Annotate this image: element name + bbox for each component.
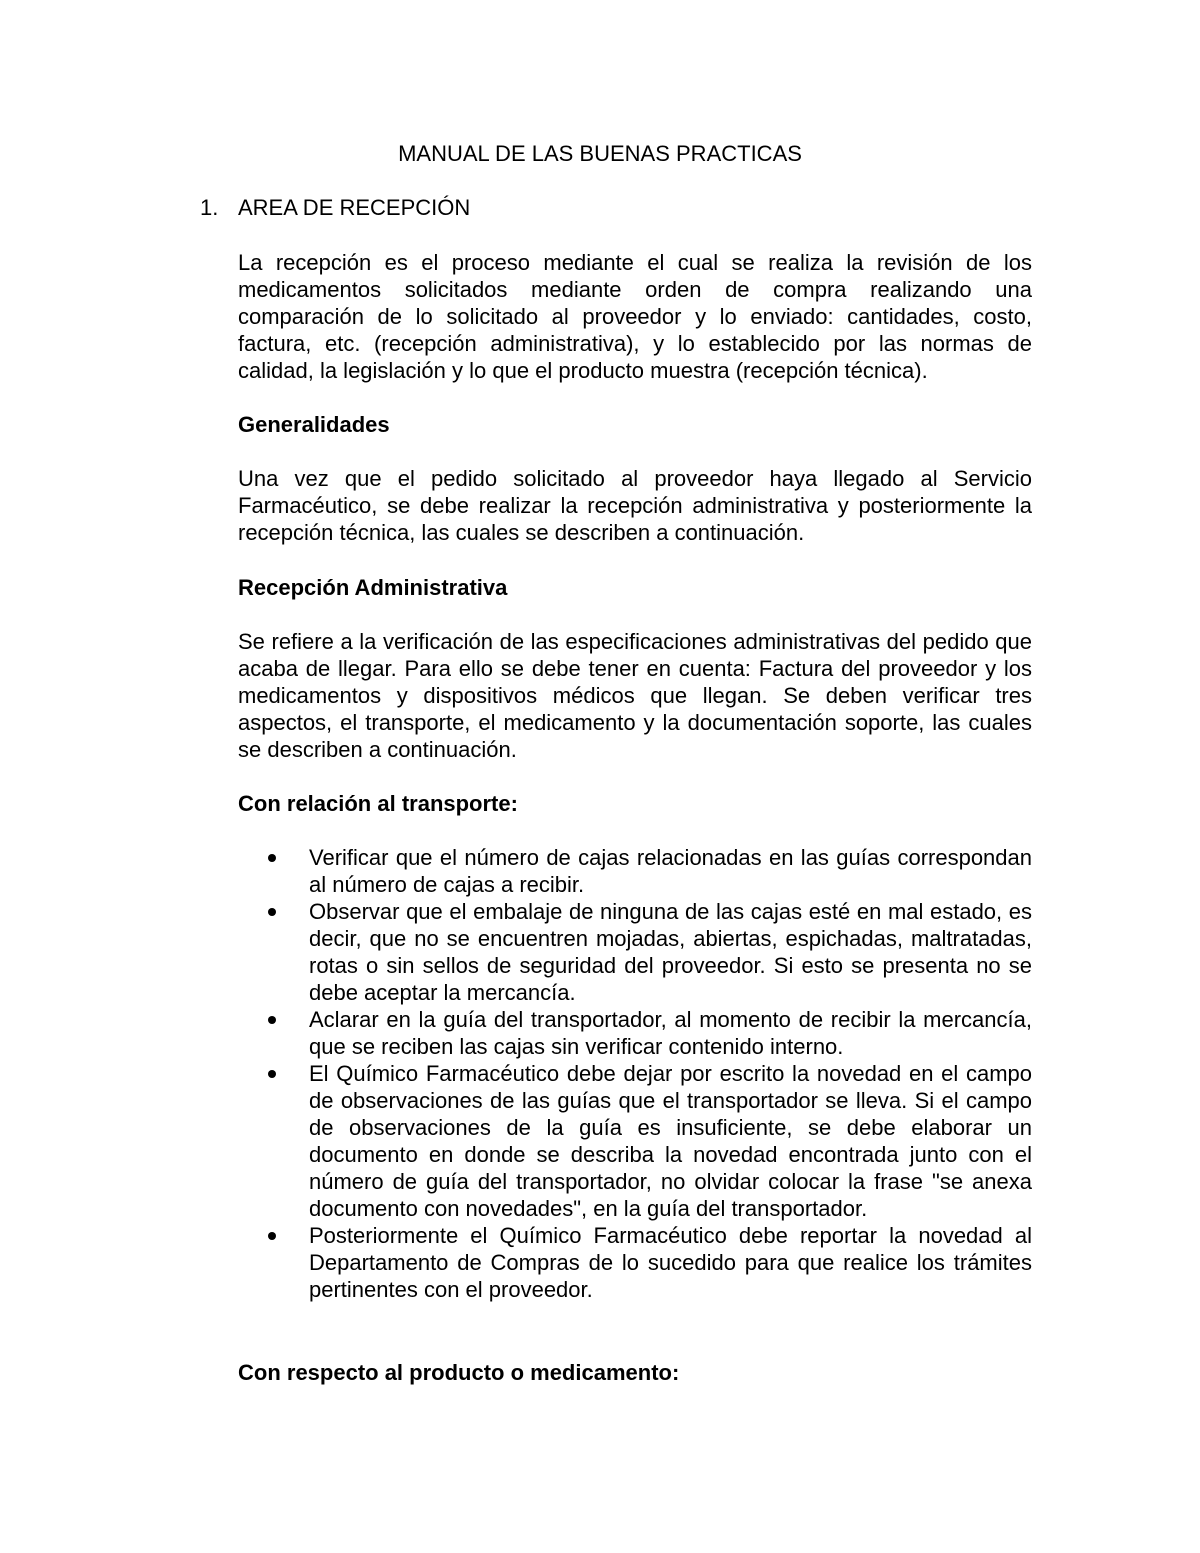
recepcion-administrativa-paragraph: Se refiere a la verificación de las especificaciones administrativas del pedido que acaba de llegar. Para ello se debe tener en cuenta: Factura del proveedor y los medicamentos y dispositivos médicos que llegan. Se deben verificar tres aspectos, el transporte, el medicamento y la documentación soporte, las cuales se describen a continuación. <box>238 629 1032 762</box>
bullet-icon <box>268 1016 276 1024</box>
bullet-icon <box>268 908 276 916</box>
transporte-bullet-list <box>238 844 1032 1303</box>
recepcion-administrativa-heading: Recepción Administrativa <box>238 575 508 600</box>
list-item <box>238 1006 1032 1060</box>
list-item <box>238 1060 1032 1222</box>
list-item <box>238 1222 1032 1303</box>
section-title: AREA DE RECEPCIÓN <box>238 195 471 220</box>
list-item-text: Posteriormente el Químico Farmacéutico debe reportar la novedad al Departamento de Compras de lo sucedido para que realice los trámites pertinentes con el proveedor. <box>309 1223 1032 1302</box>
list-item <box>238 898 1032 1006</box>
intro-paragraph: La recepción es el proceso mediante el cual se realiza la revisión de los medicamentos solicitados mediante orden de compra realizando una comparación de lo solicitado al proveedor y lo enviado: cantidades, costo, factura, etc. (recepción administrativa), y lo establecido por las normas de calidad, la legislación y lo que el producto muestra (recepción técnica). <box>238 250 1032 383</box>
bullet-icon <box>268 1232 276 1240</box>
transporte-heading: Con relación al transporte: <box>238 791 518 816</box>
list-item-text: Aclarar en la guía del transportador, al momento de recibir la mercancía, que se reciben las cajas sin verificar contenido interno. <box>309 1007 1032 1059</box>
generalidades-heading: Generalidades <box>238 412 390 437</box>
list-item-text: El Químico Farmacéutico debe dejar por escrito la novedad en el campo de observaciones de las guías que el transportador se lleva. Si el campo de observaciones de la guía es insuficiente, se debe elaborar un documento en donde se describa la novedad encontrada junto con el número de guía del transportador, no olvidar colocar la frase "se anexa documento con novedades", en la guía del transportador. <box>309 1061 1032 1221</box>
generalidades-paragraph: Una vez que el pedido solicitado al proveedor haya llegado al Servicio Farmacéutico, se debe realizar la recepción administrativa y posteriormente la recepción técnica, las cuales se describen a continuación. <box>238 466 1032 545</box>
list-item-text: Observar que el embalaje de ninguna de las cajas esté en mal estado, es decir, que no se encuentren mojadas, abiertas, espichadas, maltratadas, rotas o sin sellos de seguridad del proveedor. Si esto se presenta no se debe aceptar la mercancía. <box>309 899 1032 1005</box>
bullet-icon <box>268 854 276 862</box>
section-heading <box>200 194 1032 221</box>
bullet-icon <box>268 1070 276 1078</box>
producto-heading: Con respecto al producto o medicamento: <box>238 1360 680 1385</box>
section-number: 1. <box>200 195 219 220</box>
list-item <box>238 844 1032 898</box>
list-item-text: Verificar que el número de cajas relacionadas en las guías correspondan al número de cajas a recibir. <box>309 845 1032 897</box>
document-title: MANUAL DE LAS BUENAS PRACTICAS <box>398 141 802 166</box>
